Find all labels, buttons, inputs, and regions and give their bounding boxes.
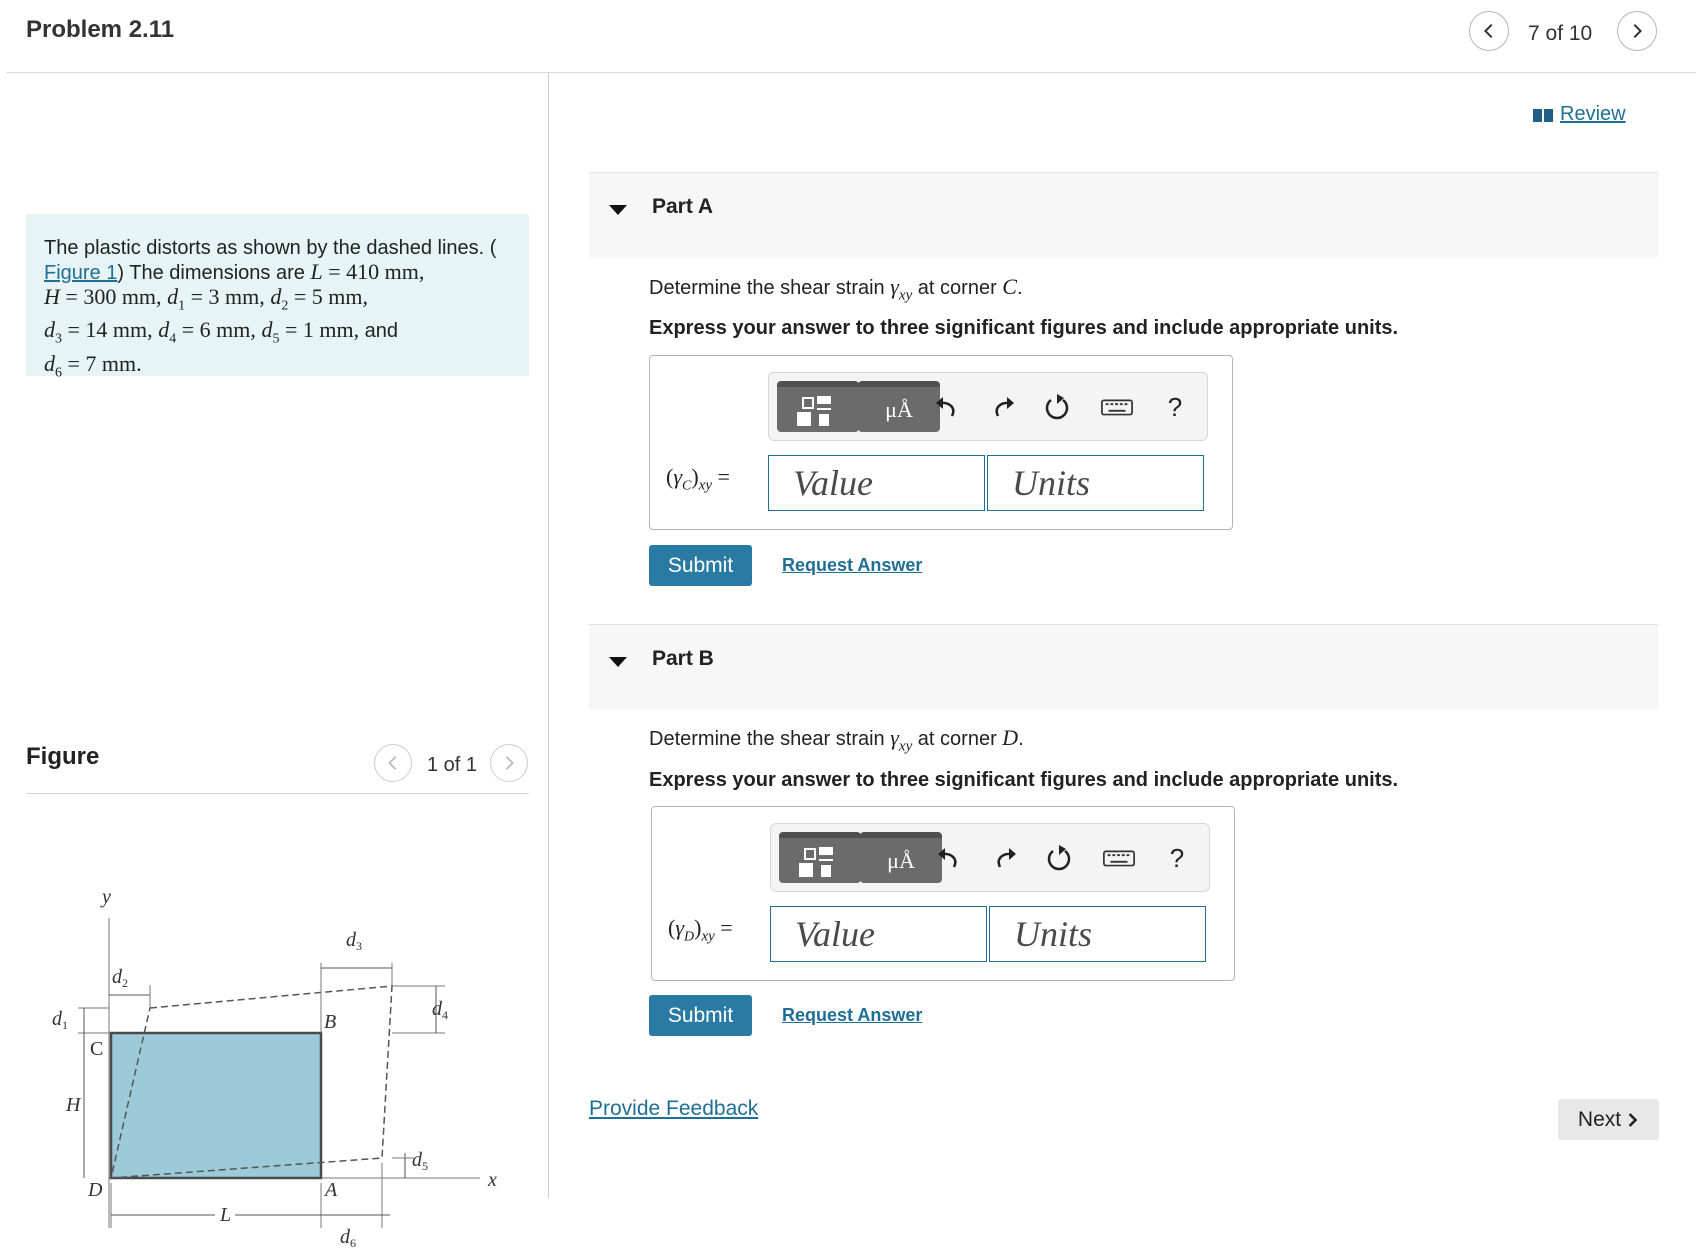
previous-problem-button[interactable] (1469, 11, 1509, 51)
deformation-figure (40, 803, 520, 1253)
keyboard-icon (1102, 846, 1136, 870)
redo-button[interactable] (989, 842, 1021, 874)
H-label: H (66, 1094, 81, 1116)
dimension-d4: $d_4 = 6$ mm, (158, 317, 256, 347)
corner-D-label: D (88, 1179, 103, 1201)
redo-icon (988, 392, 1018, 422)
templates-button[interactable] (777, 381, 859, 432)
redo-icon (990, 843, 1020, 873)
undo-icon (932, 392, 962, 422)
d6-label: $d_6$ (340, 1226, 356, 1250)
undo-button[interactable] (933, 842, 965, 874)
dimension-d3: $d_3 = 14$ mm, (44, 317, 153, 347)
caret-down-icon (609, 205, 627, 215)
units-button[interactable] (860, 832, 942, 883)
dimension-H: H = 300 mm, (44, 284, 162, 309)
next-problem-button[interactable] (1617, 11, 1657, 51)
part-a-question: Determine the shear strain $\gamma_{xy}$ at corner C. (649, 274, 1023, 304)
part-a-instruction: Express your answer to three significant figures and include appropriate units. (649, 317, 1399, 339)
plastic-plate (111, 1033, 321, 1178)
units-input[interactable] (989, 906, 1206, 962)
corner-B-label: B (324, 1011, 337, 1033)
chevron-left-icon (384, 754, 402, 772)
chevron-right-icon (1628, 22, 1646, 40)
keyboard-icon (1100, 395, 1134, 419)
value-input[interactable] (770, 906, 987, 962)
dimension-d1: $d_1 = 3$ mm, (167, 284, 265, 314)
reset-icon (1044, 843, 1074, 873)
problem-header (6, 0, 1696, 73)
next-button[interactable] (1558, 1099, 1659, 1140)
L-label: L (220, 1204, 232, 1226)
chevron-right-icon (500, 754, 518, 772)
part-b-label: Part B (652, 647, 714, 670)
d3-label: $d_3$ (346, 929, 362, 953)
figure-counter: 1 of 1 (427, 754, 478, 776)
submit-button[interactable]: Submit (649, 545, 752, 586)
provide-feedback-link[interactable]: Provide Feedback (589, 1097, 759, 1120)
part-b-instruction: Express your answer to three significant figures and include appropriate units. (649, 769, 1399, 791)
submit-button[interactable]: Submit (649, 995, 752, 1036)
redo-button[interactable] (987, 391, 1019, 423)
part-b-answer-box (651, 806, 1235, 981)
dimension-d2: $d_2 = 5$ mm, (270, 284, 368, 314)
dimension-L: L = 410 mm, (310, 259, 425, 284)
units-icon: μÅ (887, 847, 915, 873)
reset-icon (1042, 392, 1072, 422)
value-input[interactable] (768, 455, 985, 511)
chevron-right-icon (1627, 1112, 1639, 1128)
problem-counter: 7 of 10 (1528, 22, 1593, 45)
math-toolbar (770, 823, 1210, 892)
undo-icon (934, 843, 964, 873)
chevron-left-icon (1480, 22, 1498, 40)
reset-button[interactable] (1041, 391, 1073, 423)
figure-title: Figure (26, 743, 100, 770)
part-b-question: Determine the shear strain $\gamma_{xy}$ at corner D. (649, 725, 1024, 755)
dimension-d5: $d_5 = 1$ mm, (261, 317, 360, 347)
request-answer-link[interactable]: Request Answer (782, 555, 923, 575)
answer-label: $(\gamma_D)_{xy}$ = (668, 915, 733, 945)
figure-link[interactable]: Figure 1 (44, 262, 118, 284)
math-toolbar (768, 372, 1208, 441)
next-label: Next (1577, 1107, 1622, 1131)
book-icon (1532, 107, 1554, 123)
units-icon: μÅ (885, 396, 913, 422)
keyboard-button[interactable] (1099, 391, 1135, 423)
page-title: Problem 2.11 (26, 16, 175, 43)
problem-statement (26, 214, 529, 381)
d4-label: $d_4$ (432, 998, 448, 1022)
request-answer-link[interactable]: Request Answer (782, 1005, 923, 1025)
help-icon: ? (1169, 842, 1185, 873)
help-icon: ? (1167, 391, 1183, 422)
answer-label: $(\gamma_C)_{xy}$ = (666, 464, 730, 494)
d1-label: $d_1$ (52, 1008, 68, 1032)
templates-icon (793, 392, 843, 428)
keyboard-button[interactable] (1101, 842, 1137, 874)
figure-divider (26, 793, 529, 794)
units-input[interactable] (987, 455, 1204, 511)
review-link[interactable] (1532, 103, 1626, 126)
previous-figure-button[interactable] (374, 744, 412, 782)
intro-and: and (364, 320, 399, 343)
part-a-label: Part A (652, 195, 714, 218)
intro-text-after: ) The dimensions are (117, 262, 305, 284)
y-axis-label: y (102, 886, 111, 908)
dimension-d6: $d_6 = 7$ mm. (44, 350, 142, 381)
part-a-header[interactable] (589, 172, 1658, 258)
templates-button[interactable] (779, 832, 861, 883)
templates-icon (795, 843, 845, 879)
units-button[interactable] (858, 381, 940, 432)
d2-label: $d_2$ (112, 966, 128, 990)
reset-button[interactable] (1043, 842, 1075, 874)
x-axis-label: x (488, 1169, 497, 1191)
corner-C-label: C (90, 1038, 104, 1060)
corner-A-label: A (325, 1179, 338, 1201)
caret-down-icon (609, 657, 627, 667)
review-label: Review (1560, 103, 1626, 125)
left-panel (0, 73, 549, 1250)
d5-label: $d_5$ (412, 1149, 428, 1173)
undo-button[interactable] (931, 391, 963, 423)
help-button[interactable] (1159, 391, 1191, 423)
help-button[interactable] (1161, 842, 1193, 874)
next-figure-button[interactable] (490, 744, 528, 782)
intro-text: The plastic distorts as shown by the dashed lines. ( (44, 237, 497, 259)
part-a-answer-box (649, 355, 1233, 530)
part-b-header[interactable] (589, 624, 1658, 710)
